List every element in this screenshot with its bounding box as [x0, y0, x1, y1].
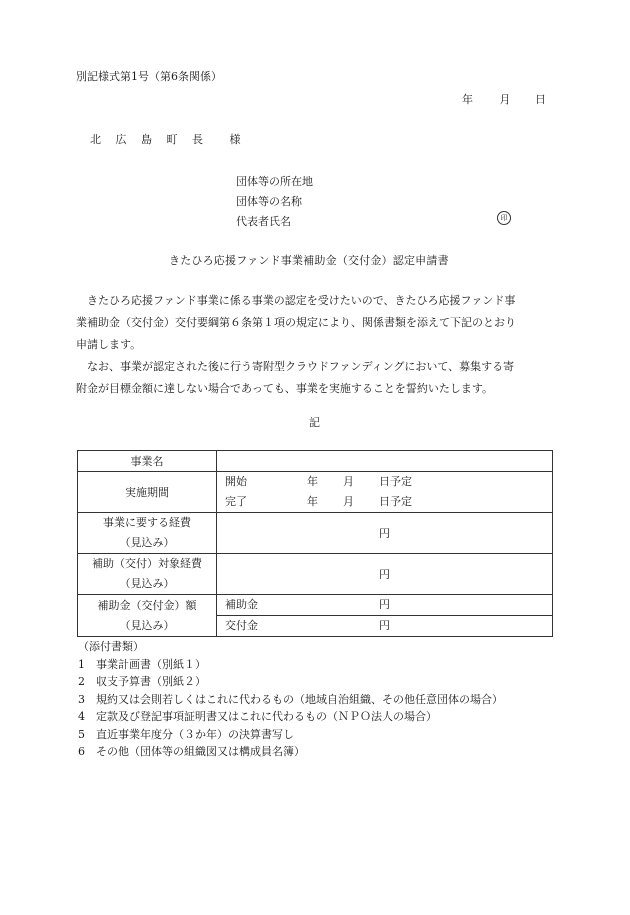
recipient-char: 北: [90, 133, 101, 146]
eligible-cost-label: [78, 554, 217, 595]
subsidy-row: [217, 595, 552, 615]
body-line: なお、事業が認定された後に行う寄附型クラウドファンディングにおいて、募集する寄: [76, 360, 515, 373]
grant-sub-label: 交付金: [225, 619, 258, 632]
period-end-row: [217, 492, 552, 512]
attachment-item: [78, 691, 503, 709]
form-identifier: 別記様式第1号（第6条関係）: [76, 70, 222, 83]
subsidy-field[interactable]: [217, 595, 553, 616]
cost-label-line: 事業に要する経費: [103, 516, 191, 529]
seal-mark: 印: [497, 211, 511, 225]
attachment-item: [78, 656, 503, 674]
eligible-unit: 円: [379, 568, 390, 581]
recipient-char: 島: [141, 133, 152, 146]
recipient: [90, 131, 241, 147]
cost-label: [78, 513, 217, 554]
attachment-item: [78, 708, 503, 726]
eligible-cost-field[interactable]: [217, 554, 553, 595]
recipient-char: 長: [192, 133, 203, 146]
body-line: きたひろ応援ファンド事業に係る事業の認定を受けたいので、きたひろ応援ファンド事: [76, 294, 516, 307]
document-title: きたひろ応援ファンド事業補助金（交付金）認定申請書: [169, 254, 449, 267]
attachments-list: [78, 638, 503, 761]
grant-label-line: （見込み）: [119, 618, 175, 632]
period-field[interactable]: [217, 472, 553, 513]
attachment-text: 直近事業年度分（３か年）の決算書写し: [96, 727, 294, 741]
start-label: 開始: [225, 475, 247, 488]
representative-label: 代表者氏名: [236, 215, 291, 228]
attachment-num: 1: [78, 657, 85, 671]
period-label: 実施期間: [78, 472, 217, 513]
attachment-num: 3: [78, 692, 85, 706]
body-text: [76, 290, 556, 400]
attachment-num: 6: [78, 745, 85, 758]
body-line: 附金が目標金額に達しない場合であっても、事業を実施することを誓約いたします。: [76, 382, 494, 395]
date-year: 年: [462, 93, 473, 106]
project-name-field[interactable]: [217, 451, 553, 472]
end-year: 年: [307, 495, 318, 508]
attachment-text: 規約又は会則若しくはこれに代わるもの（地域自治組織、その他任意団体の場合）: [96, 692, 503, 706]
grant-label-line: 補助金（交付金）額: [97, 598, 197, 612]
attachment-num: 5: [78, 727, 85, 741]
recipient-honorific: 様: [229, 133, 241, 146]
date-line: [462, 91, 546, 107]
body-line: 申請します。: [76, 338, 142, 351]
subsidy-unit: 円: [379, 598, 390, 611]
ki-heading: 記: [309, 416, 320, 429]
project-name-label: 事業名: [78, 451, 217, 472]
applicant-address-label: 団体等の所在地: [236, 175, 313, 188]
recipient-char: 広: [115, 133, 127, 146]
start-year: 年: [307, 475, 318, 488]
cost-unit: 円: [379, 527, 390, 540]
grant-sub-row: [217, 616, 552, 636]
attachment-item: [78, 743, 503, 761]
attachment-num: 4: [78, 710, 85, 723]
attachment-text: 収支予算書（別紙２）: [96, 675, 206, 688]
end-month: 月: [343, 495, 354, 508]
attachment-text: 事業計画書（別紙１）: [96, 657, 206, 671]
recipient-char: 町: [166, 133, 178, 146]
attachment-text: その他（団体等の組織図又は構成員名簿）: [96, 745, 305, 758]
date-month: 月: [499, 93, 511, 106]
start-month: 月: [343, 475, 354, 488]
attachment-num: 2: [78, 675, 85, 688]
attachment-text: 定款及び登記事項証明書又はこれに代わるもの（ＮＰＯ法人の場合）: [96, 710, 437, 723]
cost-label-line: （見込み）: [119, 536, 175, 549]
attachments-heading: （添付書類）: [78, 640, 144, 653]
body-line: 業補助金（交付金）交付要綱第６条第１項の規定により、関係書類を添えて下記のとおり: [76, 316, 516, 329]
grant-amount-label: [78, 595, 217, 637]
start-day: 日予定: [379, 475, 412, 488]
end-day: 日予定: [379, 495, 412, 508]
end-label: 完了: [225, 495, 247, 508]
grant-sub-unit: 円: [379, 619, 390, 632]
application-table: [77, 450, 553, 637]
date-day: 日: [535, 93, 546, 106]
eligible-label-line: 補助（交付）対象経費: [92, 557, 202, 570]
applicant-block: [236, 172, 313, 232]
attachment-item: [78, 673, 503, 691]
cost-field[interactable]: [217, 513, 553, 554]
eligible-label-line: （見込み）: [119, 577, 175, 590]
grant-sub-field[interactable]: [217, 616, 553, 637]
applicant-name-label: 団体等の名称: [236, 195, 302, 208]
subsidy-label: 補助金: [225, 598, 258, 611]
attachment-item: [78, 726, 503, 744]
period-start-row: [217, 472, 552, 492]
